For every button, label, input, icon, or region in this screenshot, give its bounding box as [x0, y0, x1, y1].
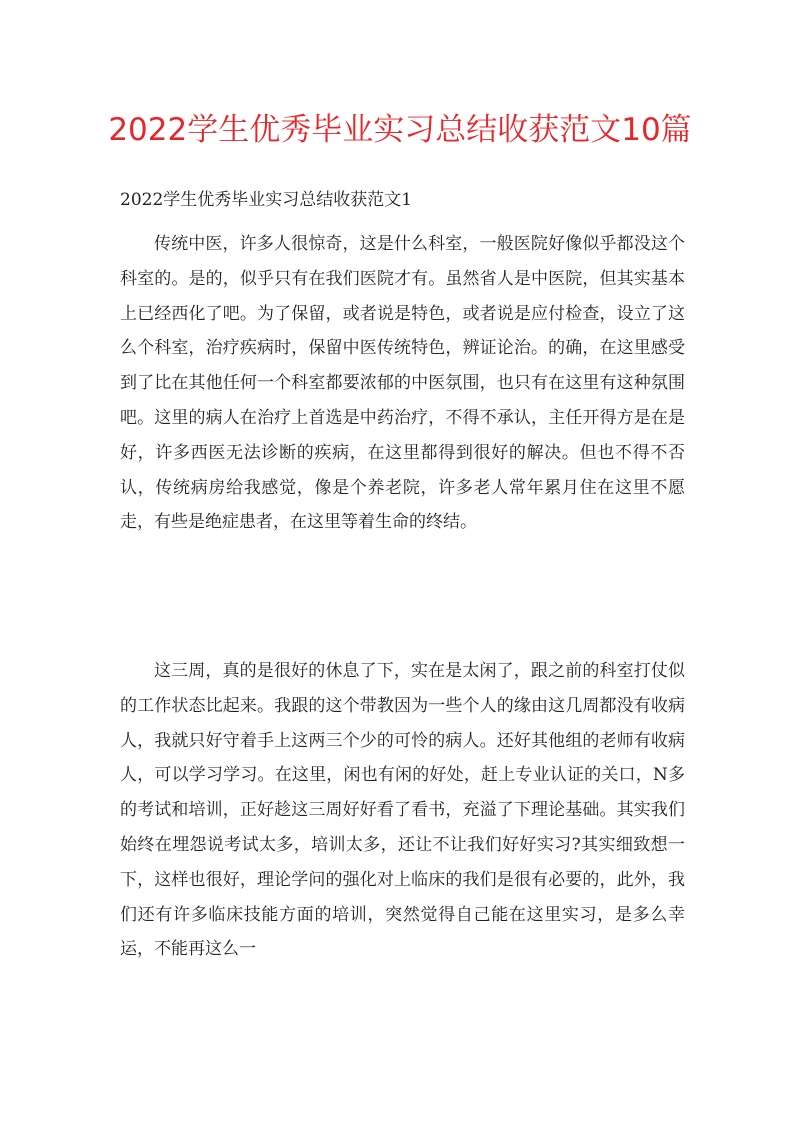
- section-heading: 2022学生优秀毕业实习总结收获范文1: [120, 190, 413, 210]
- body-paragraph-2: 这三周，真的是很好的休息了下，实在是太闲了，跟之前的科室打仗似的工作状态比起来。我跟的这个带教因为一些个人的缘由这几周都没有收病人，我就只好守着手上这两三个少的可怜的病人。还好其他组的老师有收病人，可以学习学习。在这里，闲也有闲的好处，赶上专业认证的关口，N多的考试和培训，正好趁这三周好好看了看书，充溢了下理论基础。其实我们始终在埋怨说考试太多，培训太多，还让不让我们好好实习?其实细致想一下，这样也很好，理论学问的强化对上临床的我们是很有必要的，此外，我们还有许多临床技能方面的培训，突然觉得自己能在这里实习，是多么幸运，不能再这么一: [120, 661, 685, 960]
- body-paragraph-1: 传统中医，许多人很惊奇，这是什么科室，一般医院好像似乎都没这个科室的。是的，似乎只有在我们医院才有。虽然省人是中医院，但其实基本上已经西化了吧。为了保留，或者说是特色，或者说是应付检查，设立了这么个科室，治疗疾病时，保留中医传统特色，辨证论治。的确，在这里感受到了比在其他任何一个科室都要浓郁的中医氛围，也只有在这里有这种氛围吧。这里的病人在治疗上首选是中药治疗，不得不承认，主任开得方是在是好，许多西医无法诊断的疾病，在这里都得到很好的解决。但也不得不否认，传统病房给我感觉，像是个养老院，许多老人常年累月住在这里不愿走，有些是绝症患者，在这里等着生命的终结。: [120, 234, 685, 533]
- document-title: 2022学生优秀毕业实习总结收获范文10篇: [108, 112, 692, 148]
